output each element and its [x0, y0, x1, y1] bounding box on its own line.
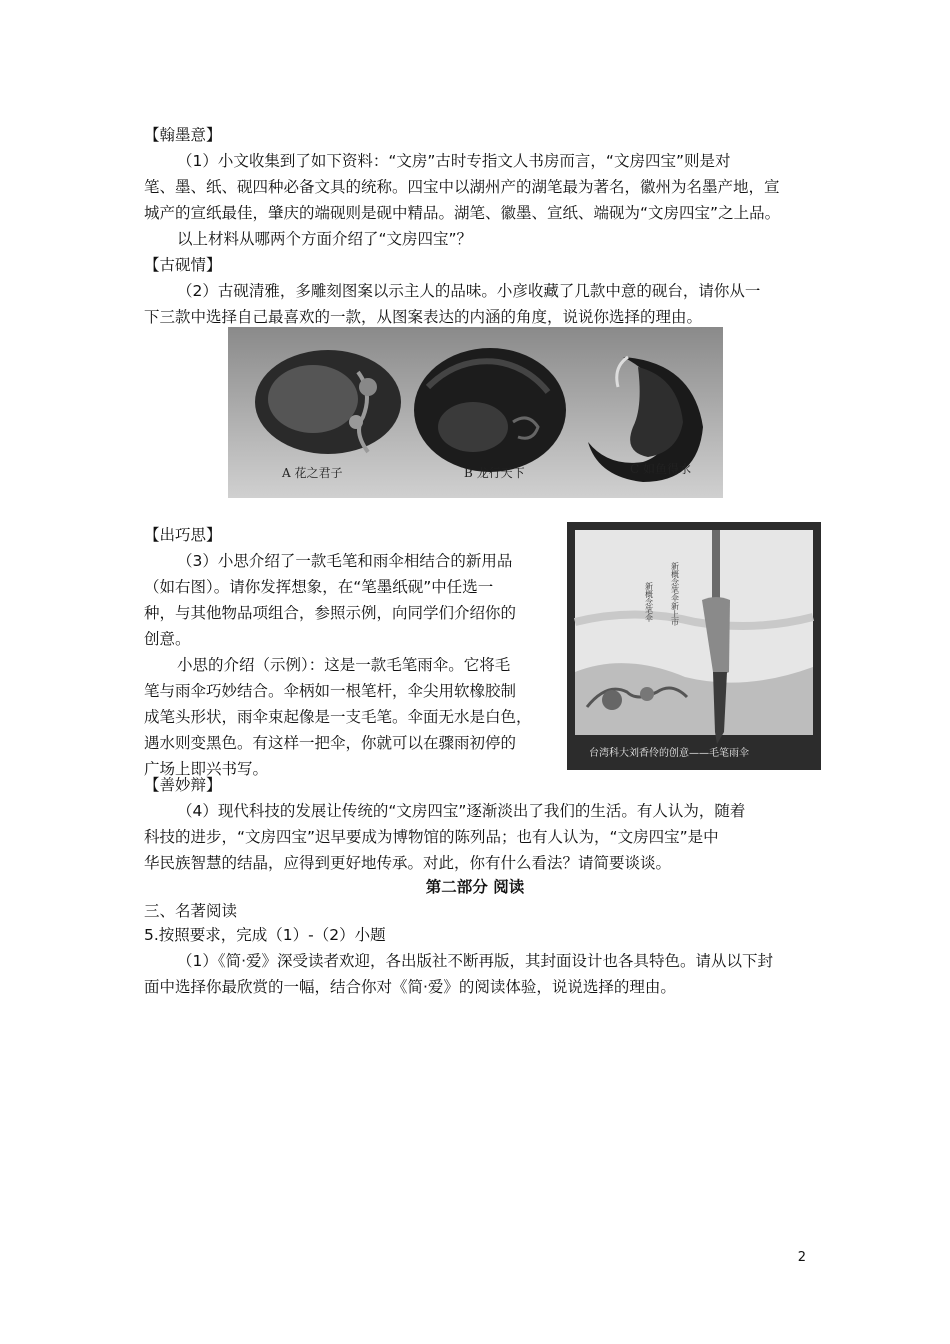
inkstone-a-label: A 花之君子 — [282, 466, 343, 480]
paragraph-line: 笔、墨、纸、砚四种必备文具的统称。四宝中以湖州产的湖笔最为著名，徽州为名墨产地，宣 — [144, 178, 780, 196]
section-title-guyan: 【古砚情】 — [144, 256, 222, 274]
paragraph-line: （1）小文收集到了如下资料：“文房”古时专指文人书房而言，“文房四宝”则是对 — [177, 152, 731, 170]
umbrella-brush-photo — [567, 522, 821, 770]
paragraph-line: 科技的进步，“文房四宝”迟早要成为博物馆的陈列品；也有人认为，“文房四宝”是中 — [144, 828, 719, 846]
example-line: 广场上即兴书写。 — [144, 760, 269, 778]
paragraph-line: 种，与其他物品项组合，参照示例，向同学们介绍你的 — [144, 604, 517, 622]
paragraph-line: 城产的宣纸最佳，肇庆的端砚则是砚中精品。湖笔、徽墨、宣纸、端砚为“文房四宝”之上品。 — [144, 204, 781, 222]
example-line: 成笔头形状，雨伞束起像是一支毛笔。伞面无水是白色， — [144, 708, 532, 726]
paragraph-line: （4）现代科技的发展让传统的“文房四宝”逐渐淡出了我们的生活。有人认为，随着 — [177, 802, 746, 820]
inkstone-b-label: B 龙行天下 — [464, 466, 525, 480]
paragraph-line: 创意。 — [144, 630, 191, 648]
section-title-chuqiao: 【出巧思】 — [144, 526, 222, 544]
example-line: 遇水则变黑色。有这样一把伞，你就可以在骤雨初停的 — [144, 734, 517, 752]
paragraph-line: 面中选择你最欣赏的一幅，结合你对《简·爱》的阅读体验，说说选择的理由。 — [144, 978, 676, 996]
umbrella-caption: 台湾科大刘香伶的创意——毛笔雨伞 — [589, 748, 749, 759]
section-title-hanmo: 【翰墨意】 — [144, 126, 222, 144]
inkstone-a — [255, 350, 401, 454]
paragraph-line: （3）小思介绍了一款毛笔和雨伞相结合的新用品 — [177, 552, 513, 570]
paragraph-line: （2）古砚清雅，多雕刻图案以示主人的品味。小彦收藏了几款中意的砚台，请你从一 — [177, 282, 761, 300]
inkstone-photo-svg — [228, 327, 723, 498]
example-line: 小思的介绍（示例）：这是一款毛笔雨伞。它将毛 — [177, 656, 511, 674]
paragraph-line: 下三款中选择自己最喜欢的一款，从图案表达的内涵的角度，说说你选择的理由。 — [144, 308, 703, 326]
question-line: 以上材料从哪两个方面介绍了“文房四宝”？ — [177, 230, 473, 248]
page-number: 2 — [797, 1250, 806, 1265]
umbrella-brush-svg — [567, 522, 821, 770]
umbrella-vertical-text-2: 新概念笔伞新上市 — [670, 562, 680, 626]
paragraph-line: （1）《简·爱》深受读者欢迎，各出版社不断再版，其封面设计也各具特色。请从以下封 — [177, 952, 774, 970]
paragraph-line: （如右图）。请你发挥想象，在“笔墨纸砚”中任选一 — [144, 578, 494, 596]
section-heading: 三、名著阅读 — [144, 902, 238, 920]
inkstone-b — [414, 348, 566, 472]
paragraph-line: 华民族智慧的结晶，应得到更好地传承。对此，你有什么看法？请简要谈谈。 — [144, 854, 672, 872]
umbrella-vertical-text-1: 新概念笔伞 — [644, 582, 654, 622]
inkstone-c-label: C 如鱼得水 — [630, 462, 691, 476]
question-heading: 5.按照要求，完成（1）-（2）小题 — [144, 926, 386, 944]
inkstone-photo — [228, 327, 723, 498]
section-title-shanmiao: 【善妙辩】 — [144, 776, 222, 794]
part-heading: 第二部分 阅读 — [425, 878, 525, 896]
example-line: 笔与雨伞巧妙结合。伞柄如一根笔杆，伞尖用软橡胶制 — [144, 682, 517, 700]
